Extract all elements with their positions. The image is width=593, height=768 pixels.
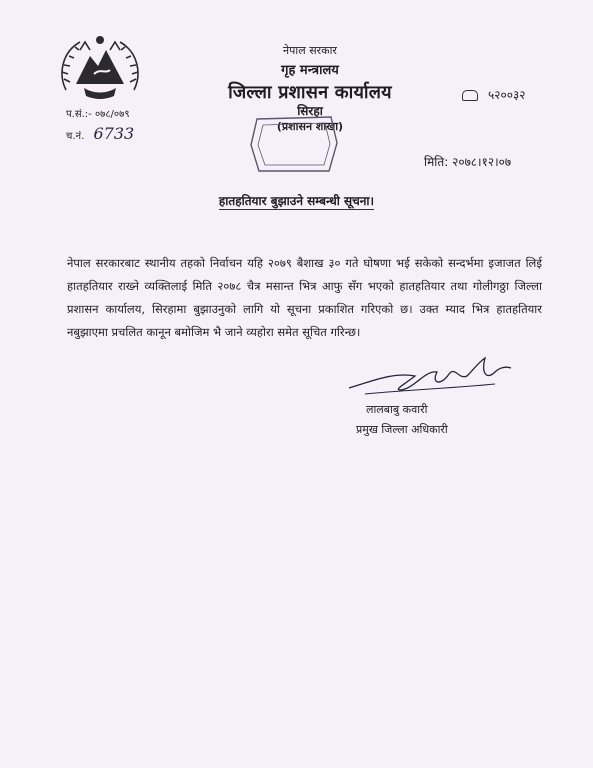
signatory-title: प्रमुख जिल्ला अधिकारी [356,423,448,436]
government-name: नेपाल सरकार [283,44,337,57]
notice-date: मिति: २०७८।१२।०७ [424,155,512,169]
notice-body: नेपाल सरकारबाट स्थानीय तहको निर्वाचन यहि २०७९ बैशाख ३० गते घोषणा भई सकेको सन्दर्भमा इजाजत लिई हातहतियार राख्ने व्यक्तिलाई मिति २०७८ चैत्र मसान्त भित्र आफु सँग भएको हातहतियार तथा गोलीगठ्ठा जिल्ला प्रशासन कार्यालय, सिरहामा बुझाउनुको लागि यो सूचना प्रकाशित गरिएको छ। उक्त म्याद भित्र हातहतियार नबुझाएमा प्रचलित कानून बमोजिम भै जाने व्यहोरा समेत सूचित गरिन्छ। [67,256,542,339]
ministry-name: गृह मन्त्रालय [281,63,339,78]
section-name: (प्रशासन शाखा) [276,120,344,133]
phone-number-text: ५२००३२ [488,88,526,102]
district-name: सिरहा [297,104,323,118]
signatory-name: लालबाबु कवारी [366,403,428,416]
notice-subject [0,192,593,209]
office-name: जिल्ला प्रशासन कार्यालय [228,82,392,103]
dispatch-label: च.नं. [66,131,85,142]
nepal-emblem-icon [54,30,146,104]
dispatch-handwritten-number: 6733 [93,124,135,143]
dispatch-number [66,124,134,143]
reference-number: प.सं.:- ०७८/०७९ [66,109,130,120]
subject-text: हातहतियार बुझाउने सम्बन्धी सूचना। [218,194,375,208]
telephone-icon [462,90,478,101]
signature-icon [345,350,515,400]
phone-number [462,86,525,103]
office-stamp-icon [247,113,341,175]
